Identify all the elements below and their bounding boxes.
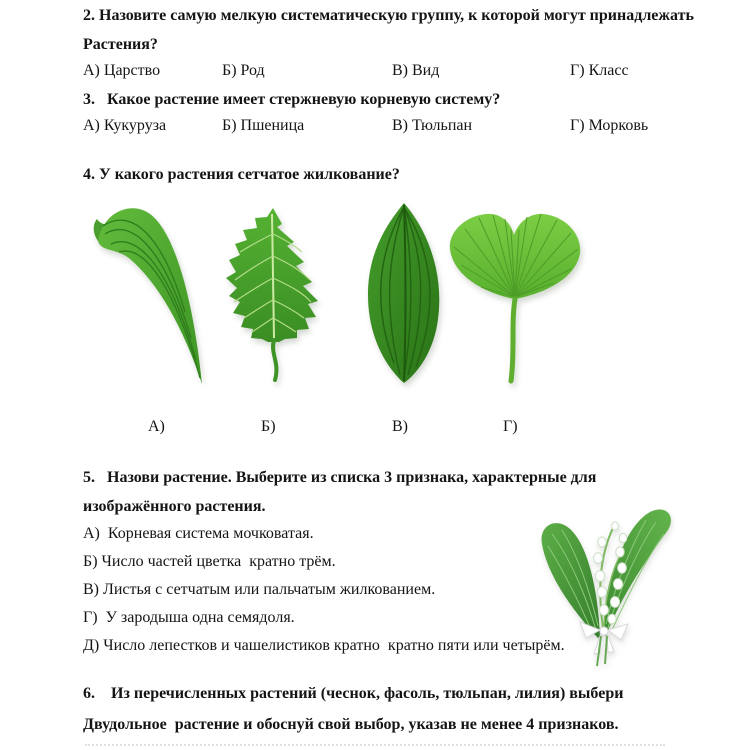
q4-leaf-label-g: Г) [503,418,518,435]
question-6-line1: 6. Из перечисленных растений (чеснок, фасоль, тюльпан, лилия) выбери [83,685,624,702]
q5-option-d: Д) Число лепестков и чашелистиков кратно кратно пяти или четырём. [83,637,565,654]
lily-of-the-valley-image [528,486,690,674]
q3-option-a: А) Кукуруза [83,117,167,134]
q2-option-a: А) Царство [83,62,161,79]
q3-option-g: Г) Морковь [570,117,649,134]
question-5-line2: изображённого растения. [83,498,266,515]
q2-option-b: Б) Род [222,62,265,79]
q5-option-b: Б) Число частей цветка кратно трём. [83,553,336,570]
q3-option-b: Б) Пшеница [222,117,305,134]
question-2-line2: Растения? [83,36,158,53]
q5-option-g: Г) У зародыша одна семядоля. [83,609,295,626]
ginkgo-leaf-image [441,203,589,385]
question-2-line1: 2. Назовите самую мелкую систематическую группу, к которой могут принадлежать [83,7,694,24]
birch-leaf-image [212,200,334,386]
q2-option-v: В) Вид [392,62,440,79]
grass-leaf-image [85,196,210,392]
cutoff-next-line [85,744,665,746]
q3-option-v: В) Тюльпан [392,117,473,134]
q5-option-a: А) Корневая система мочковатая. [83,525,314,542]
q5-option-v: В) Листья с сетчатым или пальчатым жилкованием. [83,581,436,598]
q4-leaf-label-a: А) [148,418,165,435]
q2-option-g: Г) Класс [570,62,629,79]
question-4-text: 4. У какого растения сетчатое жилкование? [83,166,400,183]
q4-leaf-label-v: В) [392,418,408,435]
q4-leaf-label-b: Б) [261,418,276,435]
question-6-line2: Двудольное растение и обоснуй свой выбор, указав не менее 4 признаков. [83,716,619,733]
question-3-text: 3. Какое растение имеет стержневую корневую систему? [83,91,501,108]
question-5-line1: 5. Назови растение. Выберите из списка 3 признака, характерные для [83,469,597,486]
